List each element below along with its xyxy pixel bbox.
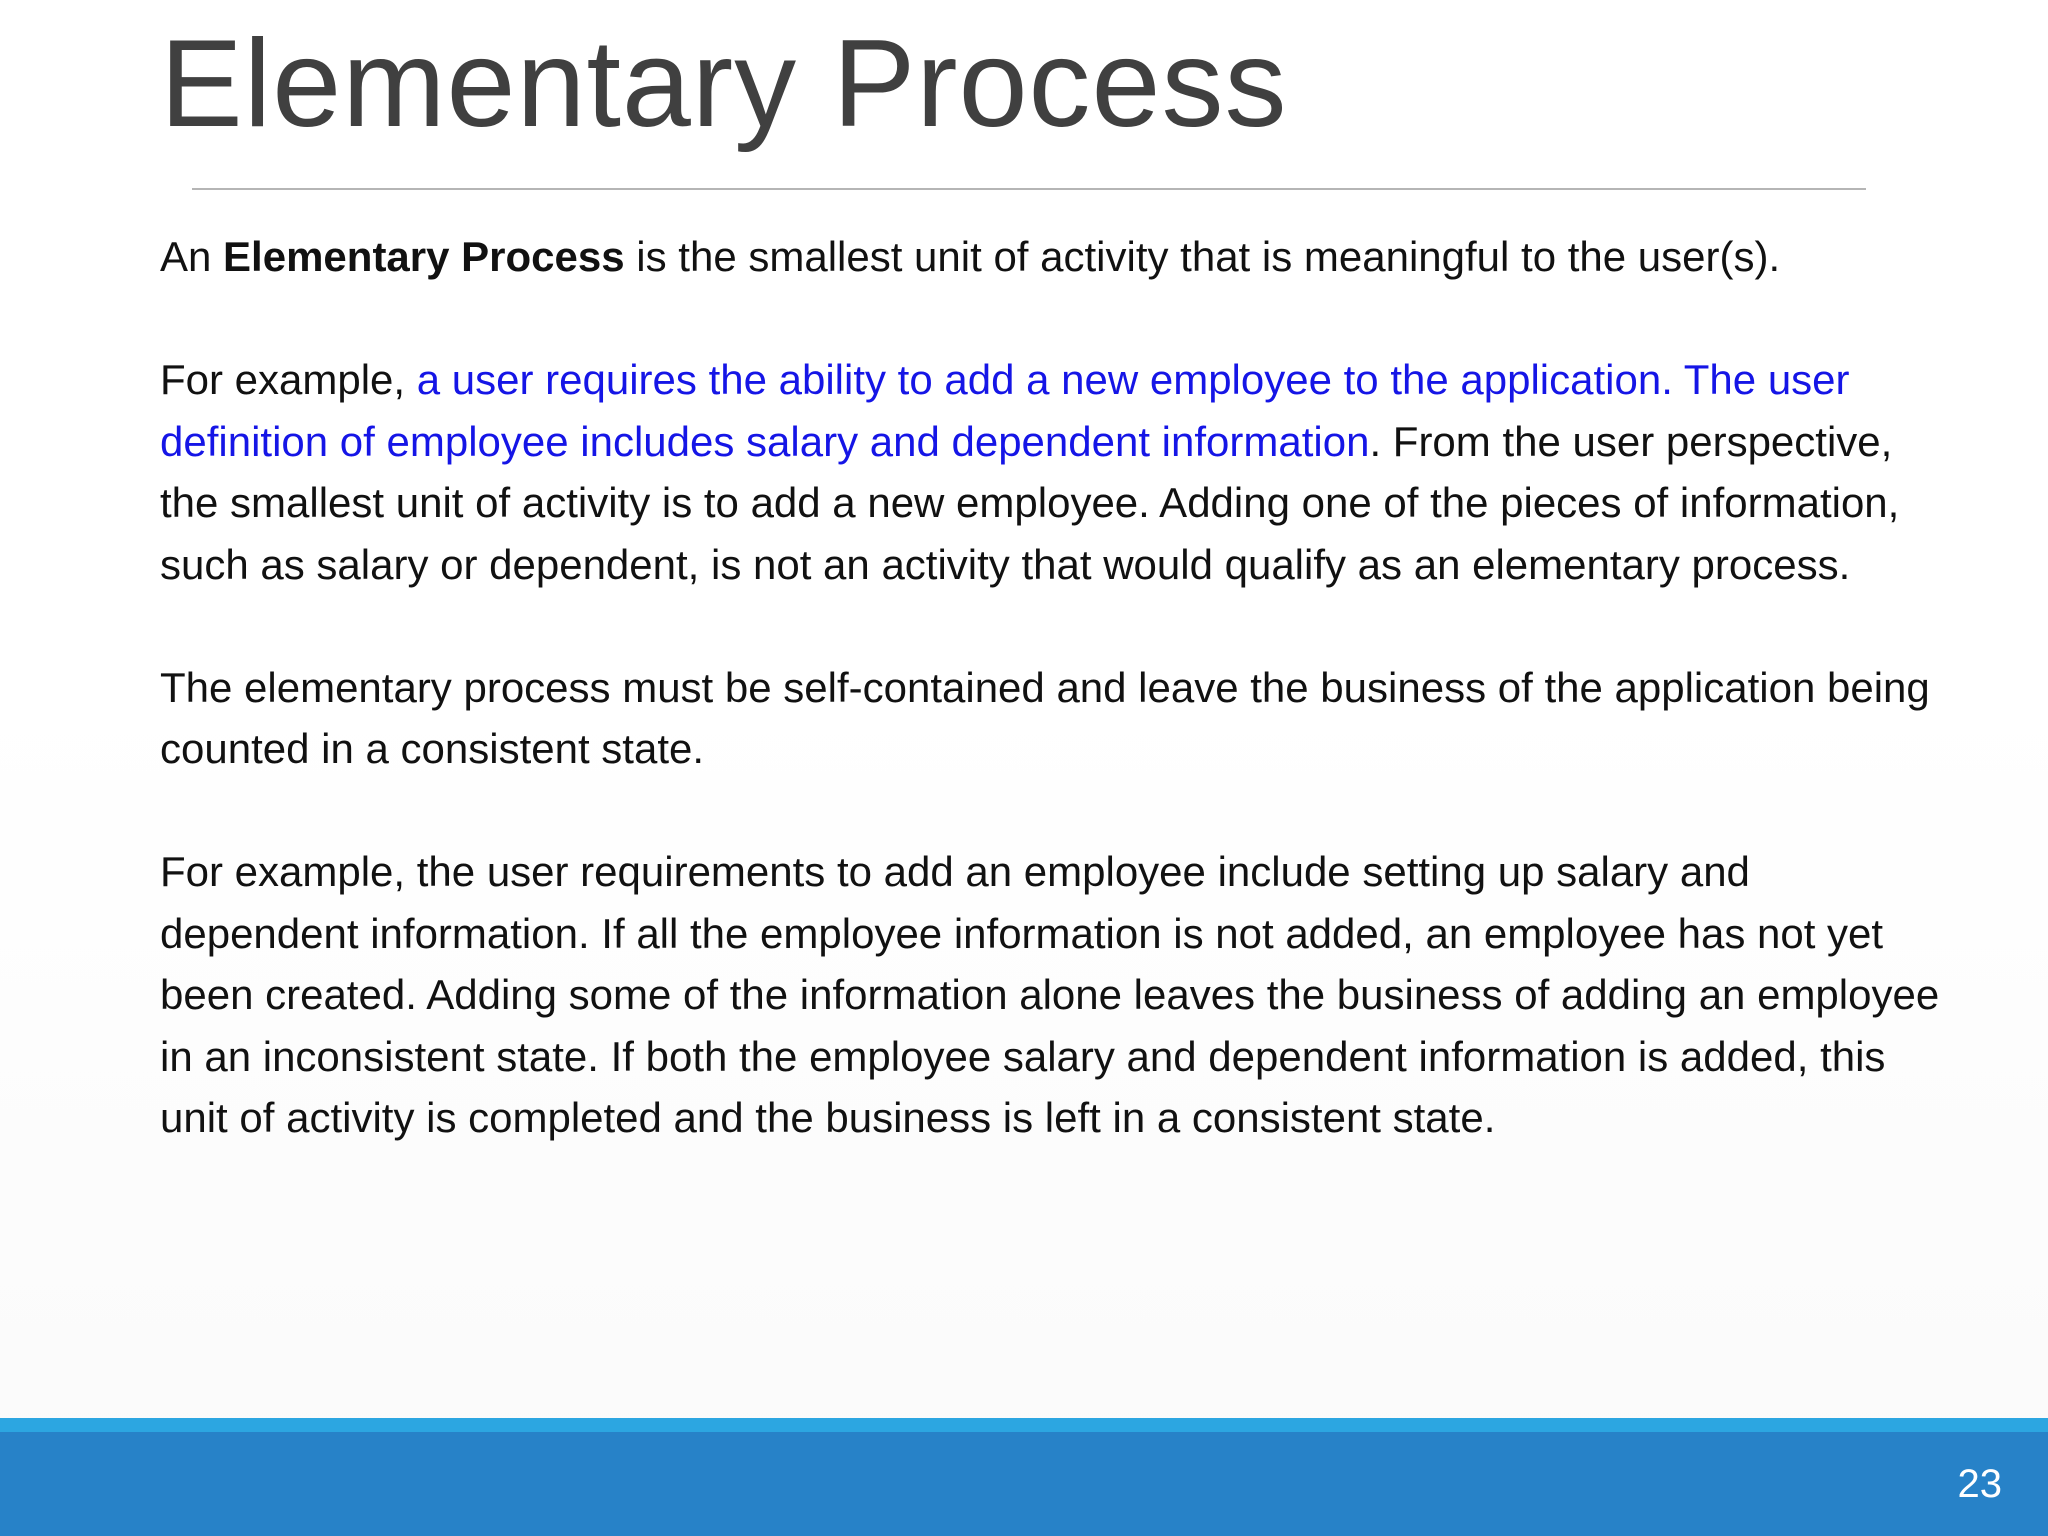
title-divider bbox=[192, 188, 1866, 190]
paragraph-definition bbox=[160, 226, 1950, 288]
paragraph-definition-rest: is the smallest unit of activity that is meaningful to the user(s). bbox=[624, 233, 1781, 280]
slide-body bbox=[160, 226, 1950, 1149]
paragraph-example-1-rest: . From the user perspective, the smallest unit of activity is to add a new employee. Adding one of the pieces of information, such as salary or dependent, is not an activity that would qualify as an elementary process. bbox=[160, 417, 1900, 588]
paragraph-example-1 bbox=[160, 349, 1950, 595]
slide-title: Elementary Process bbox=[160, 15, 1288, 153]
paragraph-example-2: For example, the user requirements to add an employee include setting up salary and dependent information. If all the employee information is not added, an employee has not yet been created. Adding some of the information alone leaves the business of adding an employee in an inconsistent state. If both the employee salary and dependent information is added, this unit of activity is completed and the business is left in a consistent state. bbox=[160, 848, 1940, 1141]
footer-bar bbox=[0, 1432, 2048, 1536]
page-number: 23 bbox=[1957, 1462, 2002, 1506]
paragraph-example-1-lead: For example, bbox=[160, 356, 417, 403]
paragraph-definition-lead: An bbox=[160, 233, 224, 280]
highlighted-requirement: a user requires the ability to add a new employee to the application. The user definition of employee includes salary and dependent information bbox=[160, 356, 1850, 465]
term-elementary-process: Elementary Process bbox=[223, 233, 625, 280]
paragraph-self-contained: The elementary process must be self-contained and leave the business of the application being counted in a consistent state. bbox=[160, 663, 1930, 772]
footer-accent-stripe bbox=[0, 1418, 2048, 1432]
